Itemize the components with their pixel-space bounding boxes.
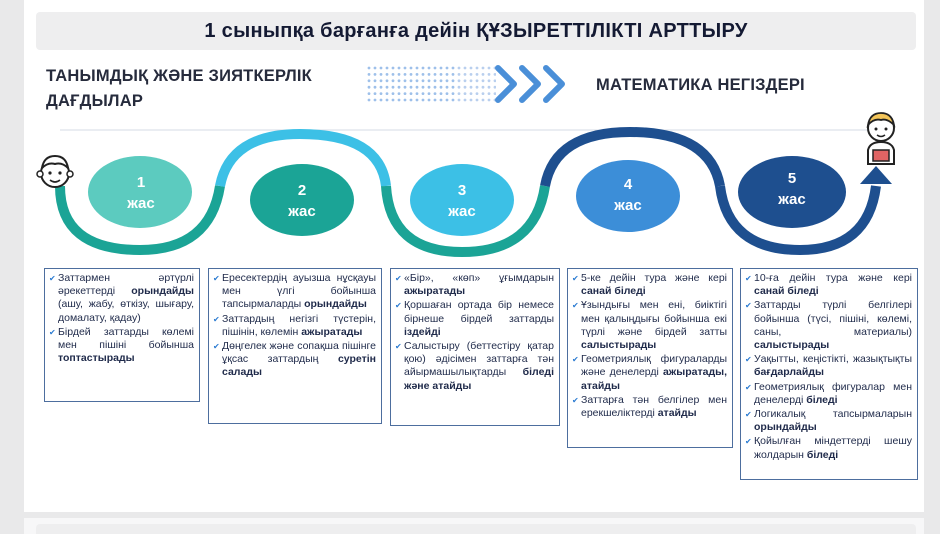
dotted-pattern-decoration [366, 64, 496, 104]
dot [476, 86, 479, 89]
dot [482, 86, 485, 89]
dot [386, 92, 389, 95]
skill-item [213, 313, 376, 339]
dot [434, 92, 437, 95]
skill-item [395, 272, 554, 298]
dot [368, 73, 371, 76]
skill-text: Ұзындығы мен ені, биіктігі мен қалыңдығы бойынша екі түрлі және бірдей затты [581, 299, 727, 338]
skill-verb: орындайды [131, 285, 194, 298]
dot [476, 73, 479, 76]
skill-verb: ажыратады [404, 285, 466, 298]
dot [428, 92, 431, 95]
dot [398, 92, 401, 95]
dot [440, 92, 443, 95]
dot [374, 79, 377, 82]
dot [398, 73, 401, 76]
dot [446, 67, 449, 70]
dot [428, 79, 431, 82]
page-title [36, 12, 916, 50]
skill-item [745, 381, 912, 407]
skill-item [572, 272, 727, 298]
dot [452, 86, 455, 89]
skill-text: Геометриялық фигураларды және денелерді [581, 353, 727, 379]
skill-item [745, 272, 912, 298]
dot [422, 73, 425, 76]
dot [434, 79, 437, 82]
dot [392, 67, 395, 70]
skill-item [395, 340, 554, 393]
dot [428, 73, 431, 76]
dot [488, 86, 491, 89]
skill-item [745, 408, 912, 434]
dot [404, 67, 407, 70]
description-box-age-1 [44, 268, 200, 402]
stage-label-1: 1 жас [127, 174, 155, 212]
dot [392, 73, 395, 76]
dot [428, 67, 431, 70]
skill-verb: топтастырады [58, 352, 135, 365]
dot [386, 79, 389, 82]
dot [416, 79, 419, 82]
skill-item [572, 299, 727, 352]
dot [404, 86, 407, 89]
page-title-text: 1 сыныпқа барғанға дейін ҚҰЗЫРЕТТІЛІКТІ АРТТЫРУ [204, 19, 748, 42]
description-box-age-4 [567, 268, 733, 448]
dot [482, 92, 485, 95]
dot [464, 79, 467, 82]
skill-text: Заттардың негізгі түстерін, пішінін, көлемін [222, 312, 376, 338]
skill-text: Логикалық тапсырмаларын [754, 408, 912, 421]
skill-text: «Бір», «көп» ұғымдарын [404, 272, 554, 284]
dot [410, 79, 413, 82]
dot [440, 86, 443, 89]
dot [446, 73, 449, 76]
skill-verb: орындайды [304, 298, 367, 311]
skill-verb: санай біледі [581, 285, 646, 298]
dot [422, 79, 425, 82]
skill-text: Заттарды түрлі белгілері бойынша (түсі, пішіні, көлемі, саны, материалы) [754, 299, 912, 338]
dot [374, 92, 377, 95]
dot [368, 92, 371, 95]
dot [476, 79, 479, 82]
skill-text: Салыстыру (беттестіру қатар қою) әдісімен заттарға тән айырмашылықтарды [404, 340, 554, 379]
dot [380, 73, 383, 76]
stage-label-2: 2 жас [288, 182, 316, 220]
dot [410, 92, 413, 95]
dot [458, 92, 461, 95]
left-heading-line-2: ДАҒДЫЛАР [46, 92, 144, 110]
dot [374, 73, 377, 76]
dot [488, 92, 491, 95]
next-title-bar [36, 524, 916, 534]
dot [374, 67, 377, 70]
dot [404, 79, 407, 82]
skill-verb: біледі [806, 393, 838, 406]
dot [470, 86, 473, 89]
flow-arrow-head [860, 166, 892, 184]
skill-verb: ажыратады [301, 325, 363, 338]
left-heading-line-1: ТАНЫМДЫҚ ЖӘНЕ ЗИЯТКЕРЛІК [46, 67, 312, 85]
stage-label-3: 3 жас [448, 182, 476, 220]
dot [422, 86, 425, 89]
dot [488, 73, 491, 76]
dot [410, 86, 413, 89]
dot [446, 92, 449, 95]
skill-item [745, 435, 912, 461]
dot [392, 79, 395, 82]
dot [458, 79, 461, 82]
dot [464, 92, 467, 95]
dot [386, 67, 389, 70]
dot [434, 86, 437, 89]
dot [464, 67, 467, 70]
dot [428, 86, 431, 89]
dot [380, 86, 383, 89]
skill-verb: іздейді [404, 325, 441, 338]
skill-text: Қоршаған ортада бір немесе бірнеше бірдей заттарды [404, 299, 554, 325]
description-box-age-2 [208, 268, 382, 424]
dot [386, 86, 389, 89]
dot [458, 73, 461, 76]
dot [470, 73, 473, 76]
skill-text-tail: (ашу, жабу, өткізу, шығару, домалату, қадау) [58, 298, 194, 324]
dot [380, 79, 383, 82]
skill-text: Заттармен әртүрлі әрекеттерді [58, 272, 194, 298]
skill-text: Бірдей заттарды көлемі мен пішіні бойынша [58, 325, 194, 352]
dot [440, 79, 443, 82]
dot [422, 67, 425, 70]
dot [440, 73, 443, 76]
skill-text: 5-ке дейін тура және кері [581, 272, 727, 284]
dot [374, 86, 377, 89]
dot [416, 92, 419, 95]
dot [380, 92, 383, 95]
skill-item [213, 340, 376, 380]
dot [464, 86, 467, 89]
skill-text: Дөңгелек және сопақша пішінге ұқсас заттардың [222, 340, 376, 366]
skill-item [213, 272, 376, 312]
skill-text: Геометриялық фигуралар мен денелерді [754, 380, 912, 406]
dot [434, 73, 437, 76]
skill-verb: салыстырады [581, 339, 657, 352]
skill-item [49, 272, 194, 325]
dot [452, 73, 455, 76]
dot [464, 73, 467, 76]
dot [452, 67, 455, 70]
dot [488, 79, 491, 82]
skill-verb: бағдарлайды [754, 366, 824, 379]
skill-item [395, 299, 554, 339]
description-box-age-5 [740, 268, 918, 480]
skill-verb: біледі [806, 448, 839, 461]
dot [470, 79, 473, 82]
skill-text: Заттарға тән белгілер мен ерекшеліктерді [581, 393, 727, 420]
skill-item [572, 353, 727, 393]
dot [392, 92, 395, 95]
skill-item [745, 353, 912, 379]
dot [440, 67, 443, 70]
dot [452, 92, 455, 95]
dot [416, 73, 419, 76]
skill-text: Ересектердің ауызша нұсқауы мен үлгі бойынша тапсырмаларды [222, 272, 376, 311]
dot [404, 73, 407, 76]
dot [368, 86, 371, 89]
schoolchild-icon [860, 108, 902, 166]
dot [398, 79, 401, 82]
stage-label-4: 4 жас [614, 176, 642, 214]
dot [446, 86, 449, 89]
dot [470, 67, 473, 70]
dot [434, 67, 437, 70]
dot [422, 92, 425, 95]
dot [416, 86, 419, 89]
dot [458, 67, 461, 70]
dot [410, 73, 413, 76]
skill-verb: орындайды [754, 421, 817, 434]
dot [404, 92, 407, 95]
right-heading: МАТЕМАТИКА НЕГІЗДЕРІ [596, 76, 805, 94]
dot [398, 67, 401, 70]
dot [482, 79, 485, 82]
dot [380, 67, 383, 70]
dot [410, 67, 413, 70]
dot [482, 73, 485, 76]
skill-item [49, 326, 194, 366]
dot [386, 73, 389, 76]
skill-verb: салыстырады [754, 339, 830, 352]
dot [392, 86, 395, 89]
dot [368, 67, 371, 70]
dot [446, 79, 449, 82]
dot [398, 86, 401, 89]
dot [452, 79, 455, 82]
dot [368, 79, 371, 82]
skill-item [572, 394, 727, 420]
skill-verb: біледі және атайды [404, 366, 554, 392]
skill-verb: ажыратады, атайды [581, 366, 727, 392]
skill-verb: суретін салады [222, 353, 376, 379]
skill-text: Уақытты, кеңістікті, жазықтықты [754, 353, 912, 366]
skill-text: Қойылған міндеттерді шешу жолдарын [754, 435, 912, 461]
skill-text: 10-ға дейін тура және кері [754, 272, 912, 284]
dot [470, 92, 473, 95]
dot [488, 67, 491, 70]
dot [416, 67, 419, 70]
skill-verb: санай біледі [754, 285, 819, 298]
skill-verb: атайды [657, 407, 697, 420]
child-face-icon [36, 150, 74, 192]
dot [476, 92, 479, 95]
dot [476, 67, 479, 70]
dot [482, 67, 485, 70]
stage-label-5: 5 жас [778, 170, 806, 208]
skill-item [745, 299, 912, 352]
dot [458, 86, 461, 89]
description-box-age-3 [390, 268, 560, 426]
